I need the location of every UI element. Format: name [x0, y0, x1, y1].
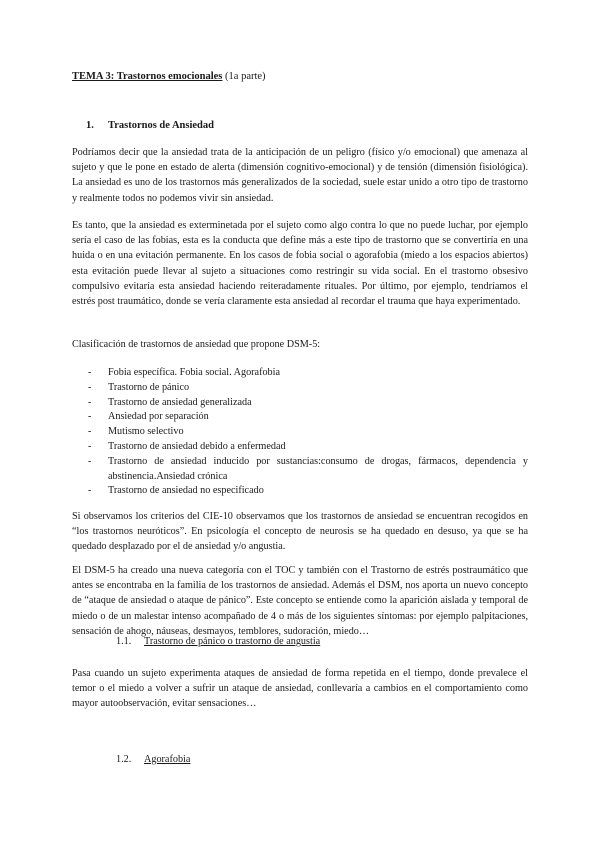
paragraph-dsm5-intro: Clasificación de trastornos de ansiedad que propone DSM-5: — [72, 339, 321, 350]
list-item: - Ansiedad por separación — [88, 410, 528, 425]
paragraph-panic-disorder: Pasa cuando un sujeto experimenta ataques de ansiedad de forma repetida en el tiempo, donde prevalece el temor o el miedo a volver a sufrir un ataque de ansiedad, conllevaría a cambios en el comportamiento como mayor autoobservación, evitar sensaciones… — [72, 668, 528, 710]
paragraph-avoidance: Es tanto, que la ansiedad es exterminetada por el sujeto como algo contra lo que no puede luchar, por ejemplo sería el caso de las fobias, esta es la conducta que define más a este tipo de trastorno que se convertiría en una huida o en una evitación permanente. En los casos de fobia social o agorafobia (miedo a los espacios abiertos) esta evitación puede llevar al sujeto a situaciones como restringir su vida social. En el trastorno obsesivo compulsivo evitaría esta ansiedad haciendo reiteradamente rituales. Por último, por ejemplo, tendríamos el estrés post traumático, donde se vería claramente esta ansiedad al recordar el trauma que haya experimentado. — [72, 220, 528, 308]
subsection-number: 1.1. — [116, 636, 132, 647]
paragraph-anxiety-definition: Podríamos decir que la ansiedad trata de la anticipación de un peligro (físico y/o emocional) que amenaza al sujeto y que le pone en estado de alerta (dimensión cognitivo-emocional) y de tensión (dimensión fisiológica). La ansiedad es uno de los trastornos más generalizados de la sociedad, suele estar unido a otro tipo de trastorno y realmente todos no podemos vivir sin ansiedad. — [72, 147, 528, 204]
subsection-heading-1-1 — [116, 635, 320, 649]
list-item: - Mutismo selectivo — [88, 425, 528, 440]
paragraph-cie10: Si observamos los criterios del CIE-10 observamos que los trastornos de ansiedad se encuentran recogidos en “los trastornos neuróticos”. En psicología el concepto de neurosis se ha quedado en desuso, ya que se ha quedado desplazado por el de ansiedad y/o angustia. — [72, 511, 528, 553]
section-label: Trastornos de Ansiedad — [108, 120, 214, 131]
list-item: - Fobia específica. Fobia social. Agorafobia — [88, 366, 528, 381]
subsection-label: Trastorno de pánico o trastorno de angustia — [144, 636, 321, 647]
list-item: - Trastorno de ansiedad inducido por sustancias:consumo de drogas, fármacos, dependencia y abstinencia.Ansiedad crónica — [88, 455, 528, 485]
document-title — [72, 70, 266, 84]
list-item: - Trastorno de ansiedad debido a enfermedad — [88, 440, 528, 455]
dsm5-classification-list — [88, 366, 528, 499]
subsection-number: 1.2. — [116, 754, 132, 765]
list-item: - Trastorno de ansiedad no especificado — [88, 484, 528, 499]
section-heading-1 — [86, 119, 214, 133]
subsection-label: Agorafobia — [144, 754, 191, 765]
section-number: 1. — [86, 120, 94, 131]
list-item: - Trastorno de ansiedad generalizada — [88, 396, 528, 411]
title-main: TEMA 3: Trastornos emocionales — [72, 71, 223, 82]
list-item: - Trastorno de pánico — [88, 381, 528, 396]
subsection-heading-1-2 — [116, 753, 190, 767]
paragraph-dsm5-panic: El DSM-5 ha creado una nueva categoría con el TOC y también con el Trastorno de estrés postraumático que antes se encontraba en la familia de los trastornos de ansiedad. Además el DSM, nos aporta un nuevo concepto de “ataque de ansiedad o ataque de pánico”. Este concepto se entiende como la aparición aislada y temporal de miedo o de un malestar intenso acompañado de 4 o más de los siguientes síntomas: por ejemplo palpitaciones, sensación de ahogo, náuseas, desmayos, temblores, sudoración, miedo… — [72, 565, 528, 637]
title-suffix: (1a parte) — [222, 71, 266, 82]
